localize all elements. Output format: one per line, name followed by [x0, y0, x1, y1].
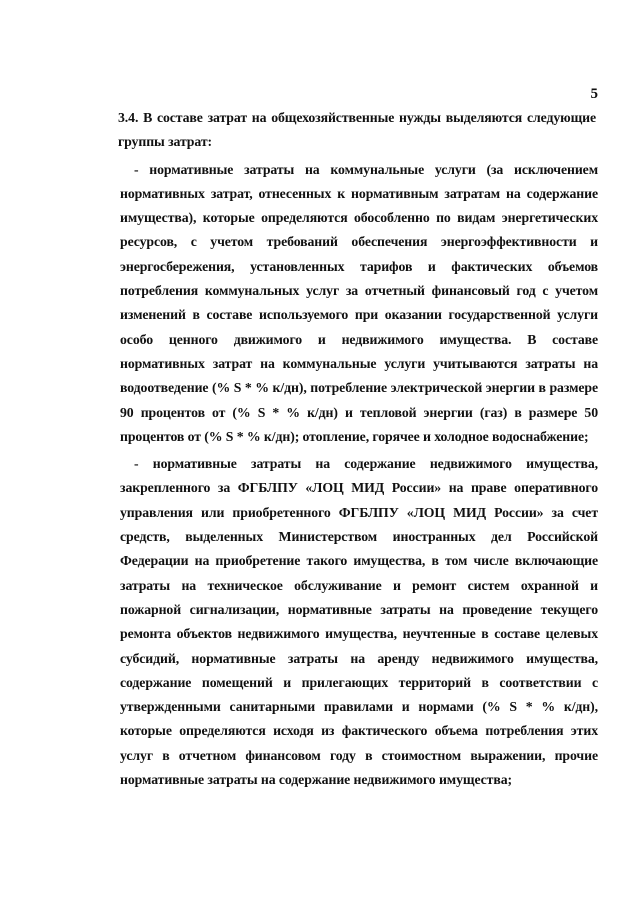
utilities-costs-paragraph: - нормативные затраты на коммунальные услуги (за исключением нормативных затрат, отнесенных к нормативным затратам на содержание имущества), которые определяются обособленно по видам энергетических ресурсов, с учетом требований обеспечения энергоэффективности и энергосбережения, установленных тарифов и фактических объемов потребления коммунальных услуг за отчетный финансовый год с учетом изменений в составе используемого при оказании государственной услуги особо ценного движимого и недвижимого имущества. В составе нормативных затрат на коммунальные услуги учитываются затраты на водоотведение (% S * % к/дн), потребление электрической энергии в размере 90 процентов от (% S * % к/дн) и тепловой энергии (газ) в размере 50 процентов от (% S * % к/дн); отопление, горячее и холодное водоснабжение; — [120, 161, 598, 444]
section-heading-paragraph: 3.4. В составе затрат на общехозяйственные нужды выделяются следующие группы затрат: — [118, 110, 596, 150]
page-number: 5 — [590, 86, 598, 102]
document-body — [120, 106, 598, 792]
property-maintenance-paragraph: - нормативные затраты на содержание недвижимого имущества, закрепленного за ФГБЛПУ «ЛОЦ МИД России» на праве оперативного управления или приобретенного ФГБЛПУ «ЛОЦ МИД России» за счет средств, выделенных Министерством иностранных дел Российской Федерации на приобретение такого имущества, в том числе включающие затраты на техническое обслуживание и ремонт систем охранной и пожарной сигнализации, нормативные затраты на проведение текущего ремонта объектов недвижимого имущества, неучтенные в составе целевых субсидий, нормативные затраты на аренду недвижимого имущества, содержание помещений и прилегающих территорий в соответствии с утвержденными санитарными правилами и нормами (% S * % к/дн), которые определяются исходя из фактического объема потребления этих услуг в отчетном финансовом году в стоимостном выражении, прочие нормативные затраты на содержание недвижимого имущества; — [120, 456, 598, 788]
